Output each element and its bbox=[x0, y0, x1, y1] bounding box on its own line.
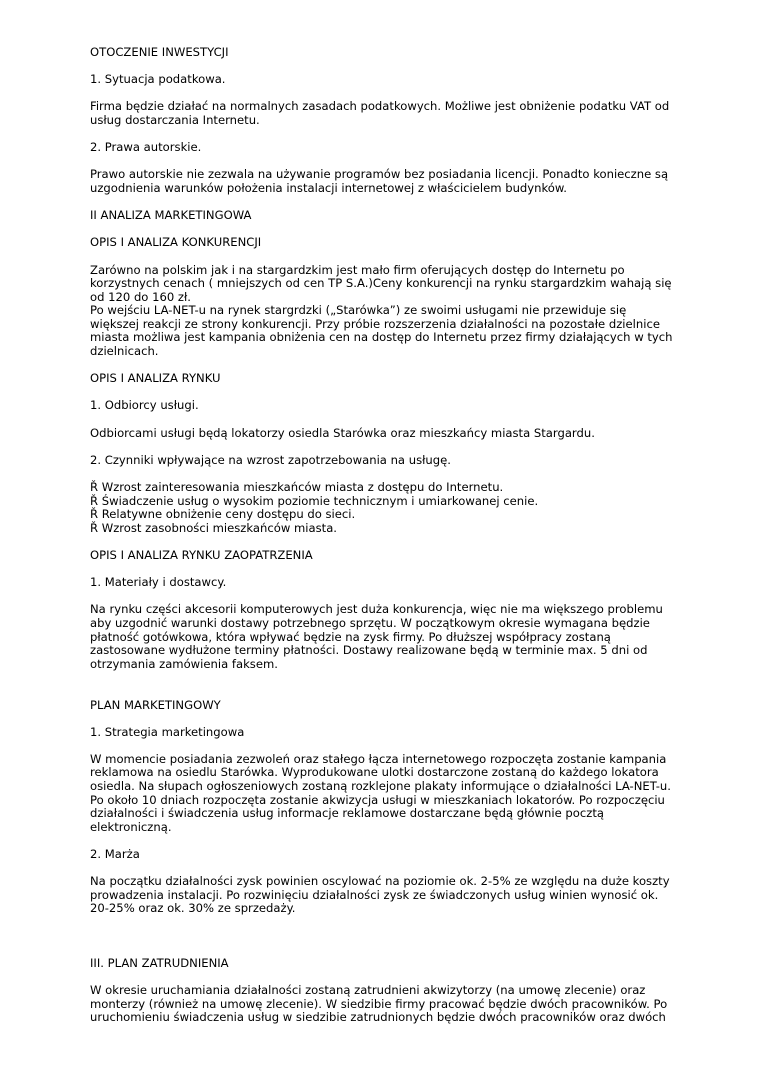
paragraph-prawa-autorskie bbox=[90, 168, 680, 195]
text-line: korzystnych cenach ( mniejszych od cen TP S.A.)Ceny konkurencji na rynku stargardzkim wahają się bbox=[90, 276, 672, 291]
text-line: aby uzgodnić warunki dostawy potrzebnego sprzętu. W początkowym okresie wymagana będzie bbox=[90, 615, 650, 630]
text-line: monterzy (również na umowę zlecenie). W siedzibie firmy pracować będzie dwóch pracowników. Po bbox=[90, 996, 668, 1011]
text-line: Po około 10 dniach rozpoczęta zostanie akwizycja usługi w mieszkaniach lokatorów. Po rozpoczęciu bbox=[90, 792, 665, 807]
text-line: otrzymania zamówienia faksem. bbox=[90, 656, 278, 671]
text-line: płatność gotówkowa, która wpływać będzie na zysk firmy. Po dłuższej współpracy zostaną bbox=[90, 629, 611, 644]
list-czynniki bbox=[90, 481, 680, 535]
text-line: miasta możliwa jest kampania obniżenia cen na dostęp do Internetu przez firmy działających w tych bbox=[90, 330, 673, 345]
text-line: Firma będzie działać na normalnych zasadach podatkowych. Możliwe jest obniżenie podatku VAT od bbox=[90, 99, 670, 114]
text-line: Zarówno na polskim jak i na stargardzkim jest mało firm oferujących dostęp do Internetu po bbox=[90, 262, 625, 277]
heading-opis-konkurencji: OPIS I ANALIZA KONKURENCJI bbox=[90, 235, 262, 250]
heading-otoczenie-inwestycji: OTOCZENIE INWESTYCJI bbox=[90, 45, 229, 59]
subheading-odbiorcy: 1. Odbiorcy usługi. bbox=[90, 398, 199, 413]
text-line: reklamowa na osiedlu Starówka. Wyprodukowane ulotki dostarczone zostaną do każdego lokatora bbox=[90, 765, 659, 780]
text-line: prowadzenia instalacji. Po rozwinięciu działalności zysk ze świadczonych usług winien wynosić ok. bbox=[90, 887, 659, 902]
paragraph-odbiorcy: Odbiorcami usługi będą lokatorzy osiedla Starówka oraz mieszkańcy miasta Stargardu. bbox=[90, 425, 595, 440]
subheading-prawa-autorskie: 2. Prawa autorskie. bbox=[90, 140, 202, 155]
text-line: działalności i świadczenia usług informacje reklamowe dostarczane będą głównie pocztą bbox=[90, 806, 604, 821]
heading-analiza-marketingowa: II ANALIZA MARKETINGOWA bbox=[90, 208, 252, 223]
subheading-materialy: 1. Materiały i dostawcy. bbox=[90, 575, 227, 590]
heading-opis-rynku: OPIS I ANALIZA RYNKU bbox=[90, 371, 221, 386]
subheading-sytuacja-podatkowa: 1. Sytuacja podatkowa. bbox=[90, 72, 226, 87]
list-item: Ř Relatywne obniżenie ceny dostępu do sieci. bbox=[90, 507, 356, 522]
paragraph-marza bbox=[90, 875, 680, 916]
subheading-marza: 2. Marża bbox=[90, 847, 140, 862]
subheading-strategia: 1. Strategia marketingowa bbox=[90, 724, 245, 739]
paragraph-zatrudnienie bbox=[90, 984, 680, 1025]
heading-plan-marketingowy: PLAN MARKETINGOWY bbox=[90, 697, 221, 712]
text-line: większej reakcji ze strony konkurencji. Przy próbie rozszerzenia działalności na pozostałe dzielnice bbox=[90, 316, 660, 331]
subheading-czynniki: 2. Czynniki wpływające na wzrost zapotrzebowania na usługę. bbox=[90, 452, 451, 467]
text-line: Na rynku części akcesorii komputerowych jest duża konkurencja, więc nie ma większego problemu bbox=[90, 602, 663, 617]
text-line: osiedla. Na słupach ogłoszeniowych zostaną rozklejone plakaty informujące o działalności LA-NET-u. bbox=[90, 779, 671, 794]
list-item: Ř Świadczenie usług o wysokim poziomie technicznym i umiarkowanej cenie. bbox=[90, 493, 539, 508]
text-line: W momencie posiadania zezwoleń oraz stałego łącza internetowego rozpoczęta zostanie kampania bbox=[90, 751, 667, 766]
text-line: usług dostarczania Internetu. bbox=[90, 112, 260, 127]
paragraph-konkurencja bbox=[90, 264, 680, 359]
text-line: elektroniczną. bbox=[90, 819, 172, 834]
text-line: Prawo autorskie nie zezwala na używanie programów bez posiadania licencji. Ponadto konieczne są bbox=[90, 167, 669, 182]
heading-plan-zatrudnienia: III. PLAN ZATRUDNIENIA bbox=[90, 955, 229, 970]
document-page bbox=[90, 46, 680, 1038]
paragraph-materialy bbox=[90, 603, 680, 671]
text-line: dzielnicach. bbox=[90, 344, 159, 359]
paragraph-sytuacja-podatkowa bbox=[90, 100, 680, 127]
text-line: Na początku działalności zysk powinien oscylować na poziomie ok. 2-5% ze względu na duże koszty bbox=[90, 874, 670, 889]
list-item: Ř Wzrost zasobności mieszkańców miasta. bbox=[90, 520, 337, 535]
paragraph-strategia bbox=[90, 753, 680, 835]
text-line: uruchomieniu świadczenia usług w siedzibie zatrudnionych będzie dwóch pracowników oraz dwóch bbox=[90, 1010, 666, 1025]
list-item: Ř Wzrost zainteresowania mieszkańców miasta z dostępu do Internetu. bbox=[90, 480, 504, 494]
text-line: uzgodnienia warunków położenia instalacji internetowej z właścicielem budynków. bbox=[90, 180, 567, 195]
text-line: od 120 do 160 zł. bbox=[90, 289, 191, 304]
text-line: 20-25% oraz ok. 30% ze sprzedaży. bbox=[90, 901, 296, 916]
text-line: zastosowane wydłużone terminy płatności. Dostawy realizowane będą w terminie max. 5 dni od bbox=[90, 643, 648, 658]
heading-rynek-zaopatrzenia: OPIS I ANALIZA RYNKU ZAOPATRZENIA bbox=[90, 547, 313, 562]
text-line: Po wejściu LA-NET-u na rynek stargrdzki („Starówka”) ze swoimi usługami nie przewiduje się bbox=[90, 303, 627, 318]
text-line: W okresie uruchamiania działalności zostaną zatrudnieni akwizytorzy (na umowę zlecenie) oraz bbox=[90, 982, 646, 997]
